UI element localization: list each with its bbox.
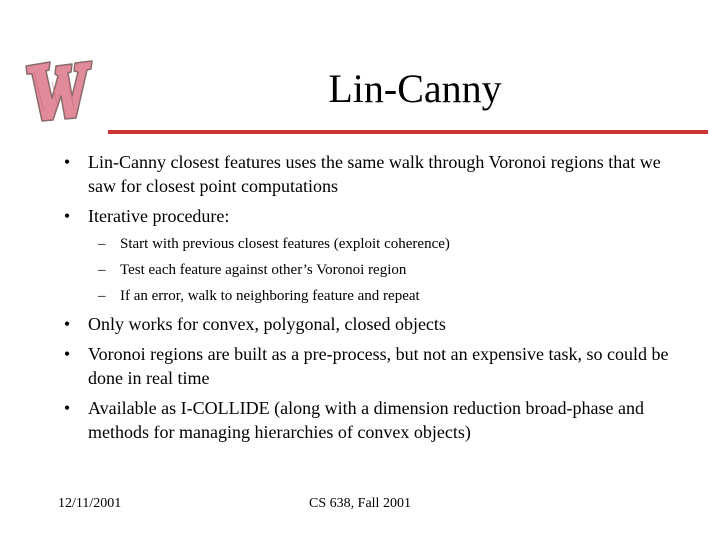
sub-bullet-text: Start with previous closest features (exploit coherence) bbox=[120, 236, 450, 252]
footer-date: 12/11/2001 bbox=[58, 496, 122, 511]
slide-title: Lin-Canny bbox=[328, 66, 502, 111]
bullet-marker: • bbox=[63, 314, 71, 334]
sub-bullet-list bbox=[98, 234, 688, 306]
bullet-item bbox=[58, 150, 688, 198]
bullet-item bbox=[58, 204, 688, 228]
bullet-item bbox=[58, 312, 688, 336]
bullet-text: Lin-Canny closest features uses the same walk through Voronoi regions that we saw for closest point computations bbox=[88, 152, 661, 196]
bullet-text: Voronoi regions are built as a pre-process, but not an expensive task, so could be done in real time bbox=[88, 344, 669, 388]
title-divider bbox=[108, 130, 708, 134]
sub-bullet-item bbox=[98, 260, 688, 280]
bullet-item bbox=[58, 342, 688, 390]
wisconsin-w-logo-icon bbox=[22, 52, 94, 124]
bullet-text: Available as I-COLLIDE (along with a dimension reduction broad-phase and methods for managing hierarchies of convex objects) bbox=[88, 398, 644, 442]
sub-bullet-marker: – bbox=[98, 262, 106, 278]
sub-bullet-text: Test each feature against other’s Voronoi region bbox=[120, 262, 407, 278]
bullet-marker: • bbox=[63, 152, 71, 172]
sub-bullet-marker: – bbox=[98, 236, 106, 252]
bullet-text: Iterative procedure: bbox=[88, 206, 230, 226]
sub-bullet-item bbox=[98, 286, 688, 306]
bullet-item bbox=[58, 396, 688, 444]
sub-bullet-marker: – bbox=[98, 288, 106, 304]
sub-bullet-text: If an error, walk to neighboring feature and repeat bbox=[120, 288, 420, 304]
slide-content bbox=[58, 150, 688, 450]
sub-bullet-item bbox=[98, 234, 688, 254]
bullet-marker: • bbox=[63, 344, 71, 364]
bullet-text: Only works for convex, polygonal, closed objects bbox=[88, 314, 446, 334]
footer-course: CS 638, Fall 2001 bbox=[309, 496, 411, 511]
bullet-marker: • bbox=[63, 398, 71, 418]
bullet-marker: • bbox=[63, 206, 71, 226]
